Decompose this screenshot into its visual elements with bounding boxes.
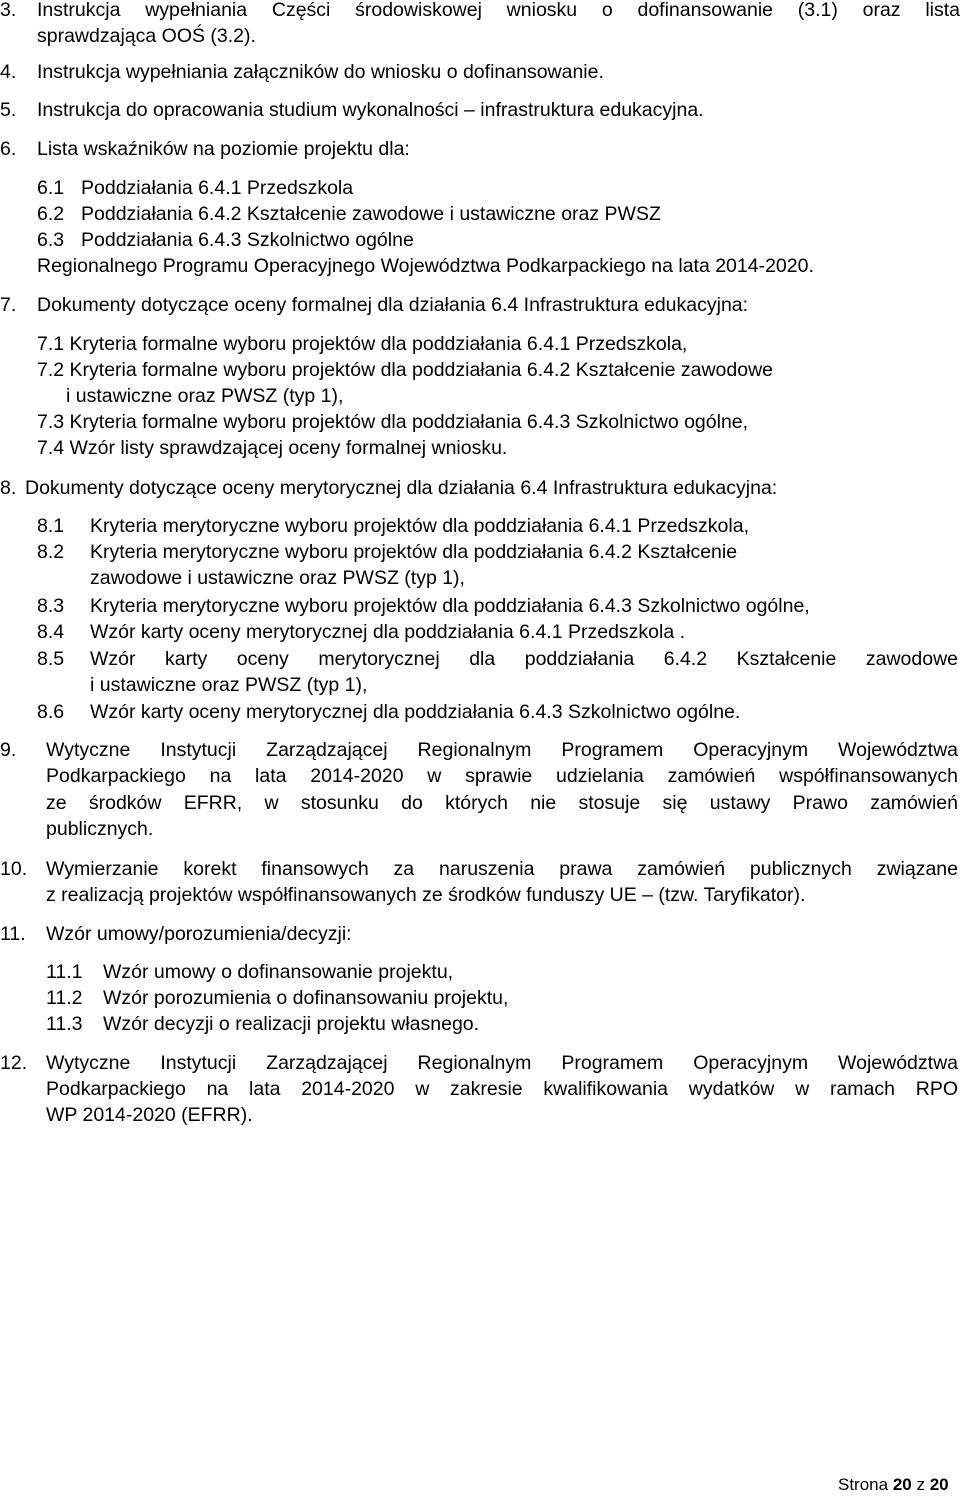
- list-item-text: Wytyczne Instytucji Zarządzającej Regionalnym Programem Operacyjnym Województwa: [46, 1052, 958, 1074]
- list-item-text: Wytyczne Instytucji Zarządzającej Regionalnym Programem Operacyjnym Województwa: [46, 739, 958, 761]
- list-item-text: z realizacją projektów współfinansowanych ze środków funduszy UE – (tzw. Taryfikator).: [46, 884, 806, 906]
- sublist-item-text: Kryteria merytoryczne wyboru projektów dla poddziałania 6.4.3 Szkolnictwo ogólne,: [90, 595, 810, 617]
- list-item-text: Instrukcja do opracowania studium wykonalności – infrastruktura edukacyjna.: [37, 99, 704, 121]
- sublist-number: 6.3: [37, 229, 65, 251]
- list-item-text: publicznych.: [46, 818, 154, 840]
- list-number: 10.: [0, 858, 28, 880]
- sublist-number: 11.1: [46, 961, 83, 983]
- sublist-item-text: 7.1 Kryteria formalne wyboru projektów dla poddziałania 6.4.1 Przedszkola,: [37, 333, 688, 355]
- page-label: Strona: [838, 1475, 889, 1494]
- sublist-item-text: Wzór porozumienia o dofinansowaniu projektu,: [103, 987, 509, 1009]
- sublist-item-text: i ustawiczne oraz PWSZ (typ 1),: [66, 385, 344, 407]
- list-item-text: Dokumenty dotyczące oceny formalnej dla działania 6.4 Infrastruktura edukacyjna:: [37, 294, 749, 316]
- list-item-text: Instrukcja wypełniania Części środowiskowej wniosku o dofinansowanie (3.1) oraz lista: [37, 0, 960, 21]
- list-number: 6.: [0, 138, 17, 160]
- sublist-item-text: 7.2 Kryteria formalne wyboru projektów dla poddziałania 6.4.2 Kształcenie zawodowe: [37, 359, 773, 381]
- list-number: 4.: [0, 61, 17, 83]
- list-item-text: Dokumenty dotyczące oceny merytorycznej dla działania 6.4 Infrastruktura edukacyjna:: [25, 477, 778, 499]
- sublist-number: 8.4: [37, 621, 65, 643]
- sublist-item-text: Wzór karty oceny merytorycznej dla poddziałania 6.4.2 Kształcenie zawodowe: [90, 648, 958, 670]
- sublist-number: 6.1: [37, 177, 65, 199]
- sublist-item-text: Wzór karty oceny merytorycznej dla poddziałania 6.4.1 Przedszkola .: [90, 621, 686, 643]
- sublist-item-text: Poddziałania 6.4.2 Kształcenie zawodowe i ustawiczne oraz PWSZ: [81, 203, 661, 225]
- list-number: 3.: [0, 0, 17, 21]
- sublist-number: 8.5: [37, 648, 65, 670]
- sublist-item-text: Wzór karty oceny merytorycznej dla poddziałania 6.4.3 Szkolnictwo ogólne.: [90, 701, 741, 723]
- sublist-item-text: i ustawiczne oraz PWSZ (typ 1),: [90, 674, 368, 696]
- list-item-text: ze środków EFRR, w stosunku do których nie stosuje się ustawy Prawo zamówień: [46, 792, 958, 814]
- list-item-text: Instrukcja wypełniania załączników do wniosku o dofinansowanie.: [37, 61, 604, 83]
- list-item-text: sprawdzająca OOŚ (3.2).: [37, 25, 256, 47]
- sublist-item-text: Wzór decyzji o realizacji projektu własnego.: [103, 1013, 480, 1035]
- sublist-item-text: Kryteria merytoryczne wyboru projektów dla poddziałania 6.4.1 Przedszkola,: [90, 515, 749, 537]
- sublist-item-text: zawodowe i ustawiczne oraz PWSZ (typ 1),: [90, 567, 465, 589]
- page-total: 20: [929, 1475, 949, 1494]
- sublist-number: 11.3: [46, 1013, 83, 1035]
- list-item-text: Lista wskaźników na poziomie projektu dla:: [37, 138, 410, 160]
- sublist-item-text: Poddziałania 6.4.3 Szkolnictwo ogólne: [81, 229, 414, 251]
- list-item-text: Podkarpackiego na lata 2014-2020 w zakresie kwalifikowania wydatków w ramach RPO: [46, 1078, 958, 1100]
- sublist-number: 8.3: [37, 595, 65, 617]
- list-item-text: Regionalnego Programu Operacyjnego Województwa Podkarpackiego na lata 2014-2020.: [37, 255, 814, 277]
- page-separator: z: [916, 1475, 925, 1494]
- list-number: 9.: [0, 739, 17, 761]
- list-item-text: Wzór umowy/porozumienia/decyzji:: [46, 923, 352, 945]
- list-number: 5.: [0, 99, 17, 121]
- sublist-number: 6.2: [37, 203, 65, 225]
- list-item-text: Wymierzanie korekt finansowych za naruszenia prawa zamówień publicznych związane: [46, 858, 958, 880]
- sublist-number: 11.2: [46, 987, 83, 1009]
- sublist-number: 8.1: [37, 515, 65, 537]
- sublist-number: 8.2: [37, 541, 65, 563]
- page-number: 20: [892, 1475, 912, 1494]
- list-item-text: Podkarpackiego na lata 2014-2020 w sprawie udzielania zamówień współfinansowanych: [46, 765, 958, 787]
- list-number: 7.: [0, 294, 17, 316]
- list-item-text: WP 2014-2020 (EFRR).: [46, 1104, 253, 1126]
- list-number: 8.: [0, 477, 17, 499]
- sublist-item-text: 7.3 Kryteria formalne wyboru projektów dla poddziałania 6.4.3 Szkolnictwo ogólne,: [37, 411, 749, 433]
- list-number: 11.: [0, 923, 26, 945]
- list-number: 12.: [0, 1052, 28, 1074]
- page-footer: [838, 1474, 949, 1496]
- sublist-item-text: Wzór umowy o dofinansowanie projektu,: [103, 961, 454, 983]
- sublist-number: 8.6: [37, 701, 65, 723]
- sublist-item-text: 7.4 Wzór listy sprawdzającej oceny formalnej wniosku.: [37, 437, 508, 459]
- sublist-item-text: Poddziałania 6.4.1 Przedszkola: [81, 177, 354, 199]
- sublist-item-text: Kryteria merytoryczne wyboru projektów dla poddziałania 6.4.2 Kształcenie: [90, 541, 738, 563]
